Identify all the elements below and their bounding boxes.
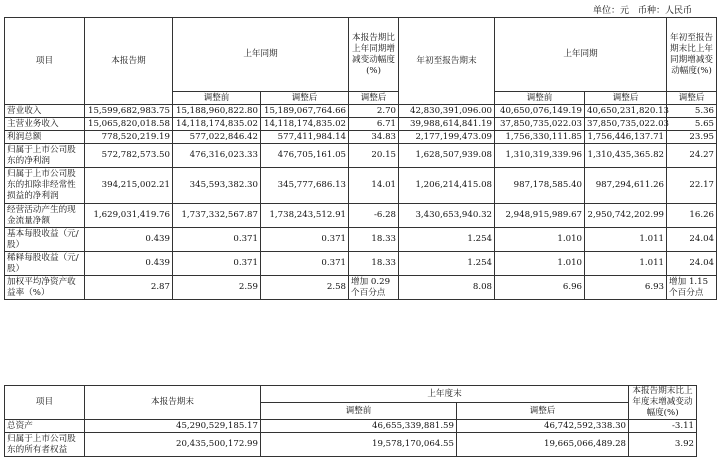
cell-ytd-before: 2,948,915,989.67 [495, 204, 585, 228]
cell-current: 572,782,573.50 [85, 144, 173, 168]
cell-current: 15,599,682,983.75 [85, 105, 173, 118]
cell-ytd-change: 22.17 [667, 168, 717, 204]
cell-ytd-change: 5.36 [667, 105, 717, 118]
table-row [5, 131, 717, 144]
cell-ytd-change: 24.04 [667, 252, 717, 276]
cell-change: 3.92 [629, 433, 697, 457]
cell-current: 15,065,820,018.58 [85, 118, 173, 131]
cell-ytd-after: 1.011 [585, 228, 667, 252]
cell-prior-before: 345,593,382.30 [173, 168, 261, 204]
cell-before: 19,578,170,064.55 [261, 433, 457, 457]
table-row [5, 105, 717, 118]
row-label: 经营活动产生的现金流量净额 [5, 204, 85, 228]
cell-ytd-change: 5.65 [667, 118, 717, 131]
table-row [5, 118, 717, 131]
header-after-adjustment: 调整后 [261, 92, 349, 105]
cell-prior-after: 577,411,984.14 [261, 131, 349, 144]
cell-ytd-before: 40,650,076,149.19 [495, 105, 585, 118]
cell-prior-before: 1,737,332,567.87 [173, 204, 261, 228]
cell-ytd: 42,830,391,096.00 [399, 105, 495, 118]
cell-ytd-after: 6.93 [585, 276, 667, 300]
cell-ytd-change: 24.27 [667, 144, 717, 168]
cell-ytd-before: 1.010 [495, 228, 585, 252]
row-label: 营业收入 [5, 105, 85, 118]
cell-change: 增加 0.29 个百分点 [349, 276, 399, 300]
table-row [5, 252, 717, 276]
cell-change: 14.01 [349, 168, 399, 204]
header-before-adjustment: 调整前 [495, 92, 585, 105]
cell-ytd: 1,206,214,415.08 [399, 168, 495, 204]
cell-prior-before: 2.59 [173, 276, 261, 300]
header-change-pct: 本报告期末比上年度末增减变动幅度(%) [629, 386, 697, 420]
row-label: 总资产 [5, 420, 85, 433]
cell-after: 19,665,066,489.28 [457, 433, 629, 457]
cell-change: -3.11 [629, 420, 697, 433]
table-row [5, 276, 717, 300]
cell-change: -6.28 [349, 204, 399, 228]
header-current-period: 本报告期 [85, 18, 173, 105]
financial-indicators-table [4, 17, 717, 300]
cell-prior-after: 2.58 [261, 276, 349, 300]
cell-ytd-after: 1,310,435,365.82 [585, 144, 667, 168]
cell-ytd-after: 37,850,735,022.03 [585, 118, 667, 131]
cell-ytd-before: 1,310,319,339.96 [495, 144, 585, 168]
cell-prior-before: 15,188,960,822.80 [173, 105, 261, 118]
header-change-pct: 本报告期比上年同期增减变动幅度(%) [349, 18, 399, 92]
cell-change: 20.15 [349, 144, 399, 168]
cell-change: 2.70 [349, 105, 399, 118]
table-row [5, 204, 717, 228]
row-label: 归属于上市公司股东的扣除非经常性损益的净利润 [5, 168, 85, 204]
header-after-adjustment: 调整后 [585, 92, 667, 105]
cell-prior-before: 0.371 [173, 228, 261, 252]
row-label: 利润总额 [5, 131, 85, 144]
cell-prior-before: 0.371 [173, 252, 261, 276]
cell-prior-after: 14,118,174,835.02 [261, 118, 349, 131]
header-item: 项目 [5, 386, 85, 420]
cell-prior-before: 577,022,846.42 [173, 131, 261, 144]
cell-current: 394,215,002.21 [85, 168, 173, 204]
balance-sheet-table [4, 385, 697, 457]
cell-ytd-before: 37,850,735,022.03 [495, 118, 585, 131]
header-ytd: 年初至报告期末 [399, 18, 495, 105]
cell-prior-after: 345,777,686.13 [261, 168, 349, 204]
cell-ytd-change: 16.26 [667, 204, 717, 228]
header-prior-year-end: 上年度末 [261, 386, 629, 403]
row-label: 归属于上市公司股东的所有者权益 [5, 433, 85, 457]
row-label: 主营业务收入 [5, 118, 85, 131]
header-before-adjustment: 调整前 [261, 403, 457, 420]
cell-ytd-after: 987,294,611.26 [585, 168, 667, 204]
header-after-adjustment: 调整后 [667, 92, 717, 105]
cell-ytd-before: 1.010 [495, 252, 585, 276]
cell-ytd: 8.08 [399, 276, 495, 300]
cell-prior-before: 14,118,174,835.02 [173, 118, 261, 131]
cell-current: 2.87 [85, 276, 173, 300]
header-prior-same-period: 上年同期 [173, 18, 349, 92]
cell-change: 6.71 [349, 118, 399, 131]
cell-after: 46,742,592,338.30 [457, 420, 629, 433]
table-row [5, 228, 717, 252]
cell-ytd-before: 1,756,330,111.85 [495, 131, 585, 144]
cell-before: 46,655,339,881.59 [261, 420, 457, 433]
header-ytd-prior: 上年同期 [495, 18, 667, 92]
cell-change: 34.83 [349, 131, 399, 144]
cell-current: 0.439 [85, 252, 173, 276]
row-label: 稀释每股收益（元/股） [5, 252, 85, 276]
cell-ytd-after: 1,756,446,137.71 [585, 131, 667, 144]
header-after-adjustment: 调整后 [349, 92, 399, 105]
header-before-adjustment: 调整前 [173, 92, 261, 105]
cell-ytd: 2,177,199,473.09 [399, 131, 495, 144]
cell-ytd-after: 2,950,742,202.99 [585, 204, 667, 228]
cell-ytd: 1.254 [399, 228, 495, 252]
row-label: 基本每股收益（元/股） [5, 228, 85, 252]
cell-change: 18.33 [349, 252, 399, 276]
cell-prior-after: 15,189,067,764.66 [261, 105, 349, 118]
table-row [5, 168, 717, 204]
table-row [5, 144, 717, 168]
cell-ytd: 1,628,507,939.08 [399, 144, 495, 168]
unit-currency-line: 单位：元 币种：人民币 [592, 6, 692, 16]
cell-ytd-after: 40,650,231,820.13 [585, 105, 667, 118]
cell-ytd: 3,430,653,940.32 [399, 204, 495, 228]
cell-ytd: 1.254 [399, 252, 495, 276]
table-row [5, 433, 697, 457]
cell-current: 20,435,500,172.99 [85, 433, 261, 457]
cell-current: 1,629,031,419.76 [85, 204, 173, 228]
cell-ytd-change: 24.04 [667, 228, 717, 252]
cell-current: 45,290,529,185.17 [85, 420, 261, 433]
cell-ytd-after: 1.011 [585, 252, 667, 276]
header-ytd-change-pct: 年初至报告期末比上年同期增减变动幅度(%) [667, 18, 717, 92]
cell-prior-after: 0.371 [261, 252, 349, 276]
cell-ytd-change: 23.95 [667, 131, 717, 144]
cell-prior-after: 0.371 [261, 228, 349, 252]
cell-prior-after: 476,705,161.05 [261, 144, 349, 168]
cell-prior-after: 1,738,243,512.91 [261, 204, 349, 228]
header-after-adjustment: 调整后 [457, 403, 629, 420]
row-label: 归属于上市公司股东的净利润 [5, 144, 85, 168]
cell-current: 0.439 [85, 228, 173, 252]
cell-ytd-before: 6.96 [495, 276, 585, 300]
cell-ytd-change: 增加 1.15 个百分点 [667, 276, 717, 300]
header-item: 项目 [5, 18, 85, 105]
cell-current: 778,520,219.19 [85, 131, 173, 144]
header-current-period-end: 本报告期末 [85, 386, 261, 420]
cell-change: 18.33 [349, 228, 399, 252]
cell-ytd: 39,988,614,841.19 [399, 118, 495, 131]
cell-prior-before: 476,316,023.33 [173, 144, 261, 168]
row-label: 加权平均净资产收益率（%） [5, 276, 85, 300]
cell-ytd-before: 987,178,585.40 [495, 168, 585, 204]
table-row [5, 420, 697, 433]
